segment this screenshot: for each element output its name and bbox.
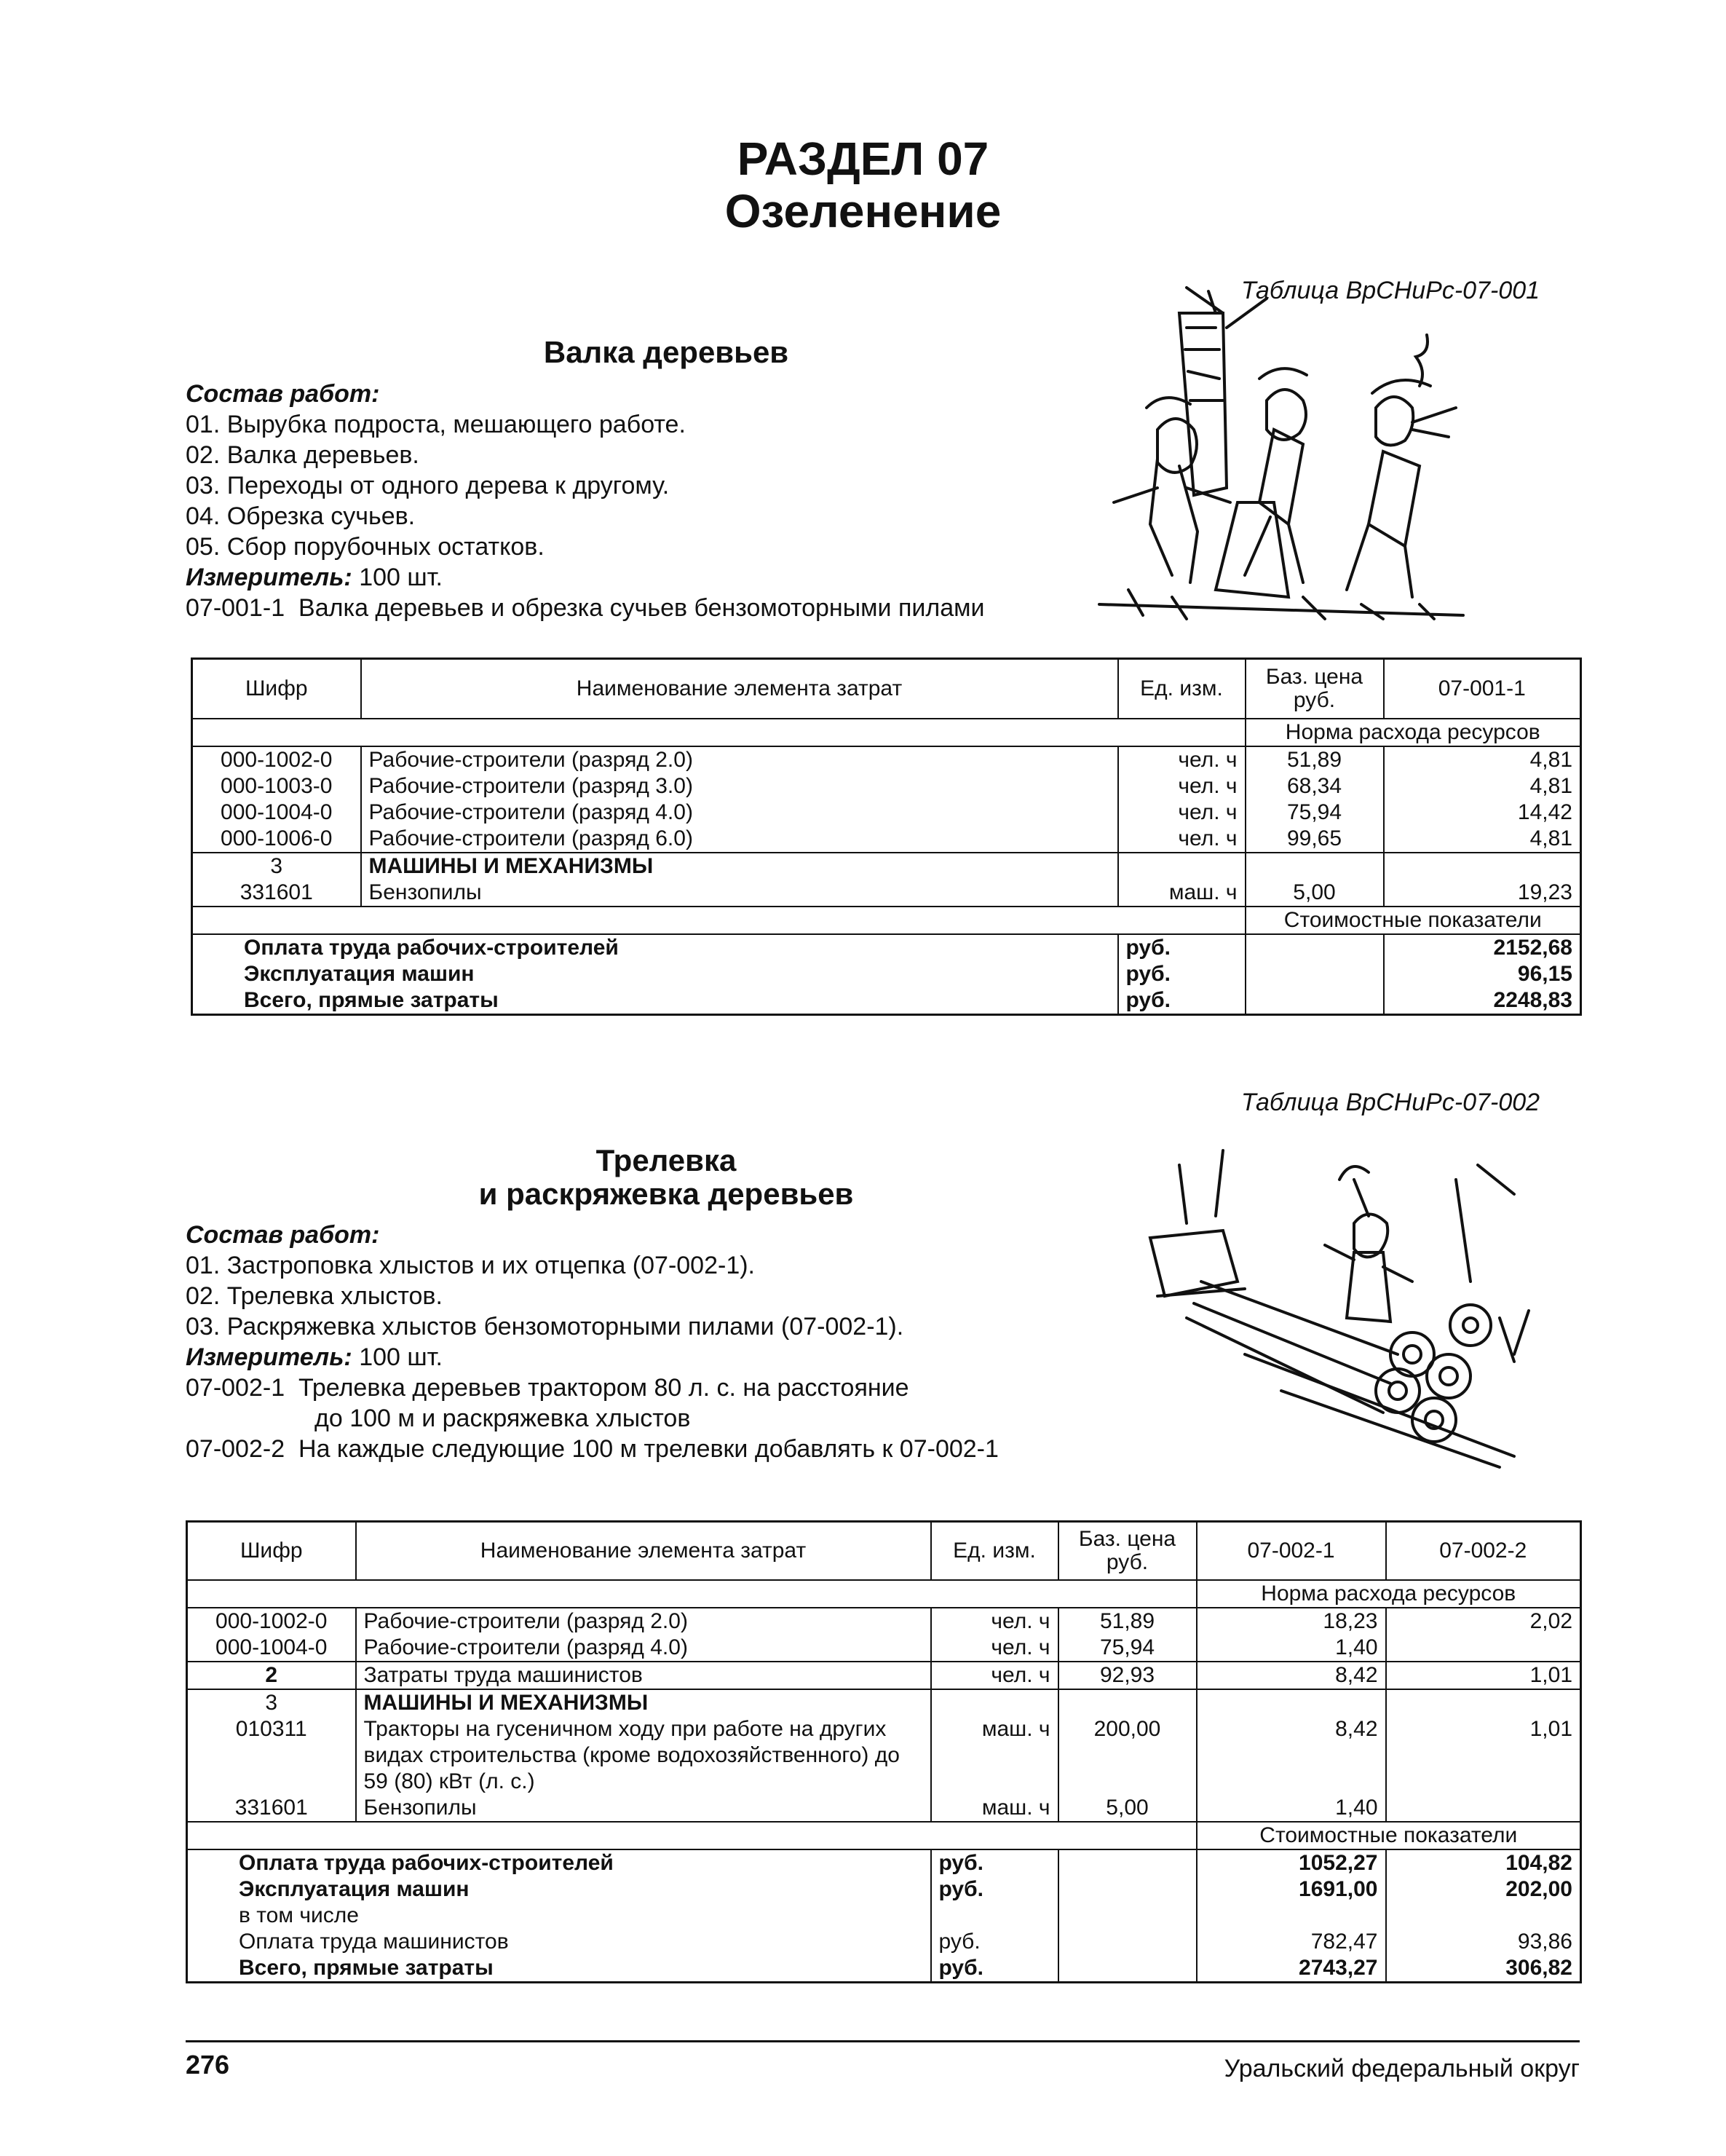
meter: Измеритель: 100 шт. <box>186 1343 443 1371</box>
resource-table-1 <box>191 658 1582 1016</box>
table-row: 000-1004-0 Рабочие-строители (разряд 4.0) чел. ч 75,94 1,40 <box>187 1635 1581 1662</box>
column-header: Шифр <box>187 1522 356 1580</box>
table-row: 000-1002-0 Рабочие-строители (разряд 2.0) чел. ч 51,89 18,23 2,02 <box>187 1608 1581 1635</box>
table-row: Эксплуатация машин руб. 96,15 <box>192 961 1581 987</box>
column-header: 07-002-1 <box>1197 1522 1386 1580</box>
work-item: 02. Валка деревьев. <box>186 441 419 469</box>
table-row: 3 МАШИНЫ И МЕХАНИЗМЫ <box>187 1689 1581 1716</box>
item-description: 07-002-1 Трелевка деревьев трактором 80 л. с. на расстояние <box>186 1374 909 1402</box>
table-title: Валка деревьев <box>543 335 789 369</box>
cost-header: Стоимостные показатели <box>1197 1822 1581 1849</box>
table-row: 000-1006-0 Рабочие-строители (разряд 6.0) чел. ч 99,65 4,81 <box>192 826 1581 853</box>
column-header: Ед. изм. <box>1118 659 1246 719</box>
column-header: 07-001-1 <box>1384 659 1581 719</box>
table-row: 331601 Бензопилы маш. ч 5,00 1,40 <box>187 1795 1581 1822</box>
table-title: и раскряжевка деревьев <box>478 1177 854 1211</box>
work-item: 02. Трелевка хлыстов. <box>186 1282 443 1310</box>
table-row: 2 Затраты труда машинистов чел. ч 92,93 8,42 1,01 <box>187 1662 1581 1689</box>
table-row: 000-1003-0 Рабочие-строители (разряд 3.0) чел. ч 68,34 4,81 <box>192 773 1581 799</box>
norm-header: Норма расхода ресурсов <box>1197 1580 1581 1608</box>
table-reference: Таблица ВрСНиРс-07-001 <box>1241 277 1540 304</box>
work-item: 01. Вырубка подроста, мешающего работе. <box>186 411 686 438</box>
table-row: Оплата труда рабочих-строителей руб. 2152,68 <box>192 934 1581 961</box>
table-row: Всего, прямые затраты руб. 2248,83 <box>192 987 1581 1015</box>
composition-label: Состав работ: <box>186 1221 380 1249</box>
item-description: 07-002-2 На каждые следующие 100 м трелевки добавлять к 07-002-1 <box>186 1435 999 1463</box>
table-row: 3 МАШИНЫ И МЕХАНИЗМЫ <box>192 853 1581 880</box>
section-subtitle: Озеленение <box>724 185 1002 237</box>
table-title: Трелевка <box>595 1143 737 1177</box>
column-header: Наименование элемента затрат <box>356 1522 931 1580</box>
cost-header: Стоимостные показатели <box>1246 907 1581 934</box>
table-row: в том числе <box>187 1903 1581 1929</box>
page-number: 276 <box>186 2050 230 2080</box>
table-reference: Таблица ВрСНиРс-07-002 <box>1241 1089 1540 1116</box>
section-title: РАЗДЕЛ 07 <box>737 133 989 185</box>
log-skidding-illustration <box>1136 1136 1543 1471</box>
norm-header: Норма расхода ресурсов <box>1246 719 1581 746</box>
work-composition <box>186 1220 999 1464</box>
table-row: Оплата труда машинистов руб. 782,47 93,86 <box>187 1929 1581 1955</box>
column-header: Ед. изм. <box>931 1522 1058 1580</box>
column-header: Наименование элемента затрат <box>361 659 1118 719</box>
work-composition <box>186 379 984 623</box>
column-header: Баз. цена руб. <box>1246 659 1384 719</box>
table-row: Эксплуатация машин руб. 1691,00 202,00 <box>187 1876 1581 1903</box>
work-item: 03. Переходы от одного дерева к другому. <box>186 472 670 499</box>
table-row: 000-1004-0 Рабочие-строители (разряд 4.0) чел. ч 75,94 14,42 <box>192 799 1581 826</box>
work-item: 03. Раскряжевка хлыстов бензомоторными пилами (07-002-1). <box>186 1313 904 1340</box>
lumberjacks-illustration <box>1070 284 1478 626</box>
footer-divider <box>186 2040 1580 2042</box>
work-item: 04. Обрезка сучьев. <box>186 502 416 530</box>
composition-label: Состав работ: <box>186 380 380 408</box>
work-item: 01. Застроповка хлыстов и их отцепка (07-002-1). <box>186 1252 755 1279</box>
work-item: 05. Сбор порубочных остатков. <box>186 533 545 561</box>
table-row: 010311 Тракторы на гусеничном ходу при работе на других видах строительства (кроме водохозяйственного) до 59 (80) кВт (л. с.) маш. ч 200,00 8,42 1,01 <box>187 1716 1581 1795</box>
region-name: Уральский федеральный округ <box>1224 2055 1580 2082</box>
meter: Измеритель: 100 шт. <box>186 564 443 591</box>
column-header: Шифр <box>192 659 361 719</box>
item-description-continued: до 100 м и раскряжевка хлыстов <box>314 1405 691 1432</box>
table-row: 331601 Бензопилы маш. ч 5,00 19,23 <box>192 880 1581 907</box>
resource-table-2 <box>186 1520 1582 1983</box>
table-row: 000-1002-0 Рабочие-строители (разряд 2.0) чел. ч 51,89 4,81 <box>192 746 1581 773</box>
column-header: Баз. цена руб. <box>1058 1522 1197 1580</box>
item-description: 07-001-1 Валка деревьев и обрезка сучьев бензомоторными пилами <box>186 594 985 622</box>
table-row: Всего, прямые затраты руб. 2743,27 306,82 <box>187 1955 1581 1983</box>
table-row: Оплата труда рабочих-строителей руб. 1052,27 104,82 <box>187 1849 1581 1876</box>
column-header: 07-002-2 <box>1386 1522 1581 1580</box>
